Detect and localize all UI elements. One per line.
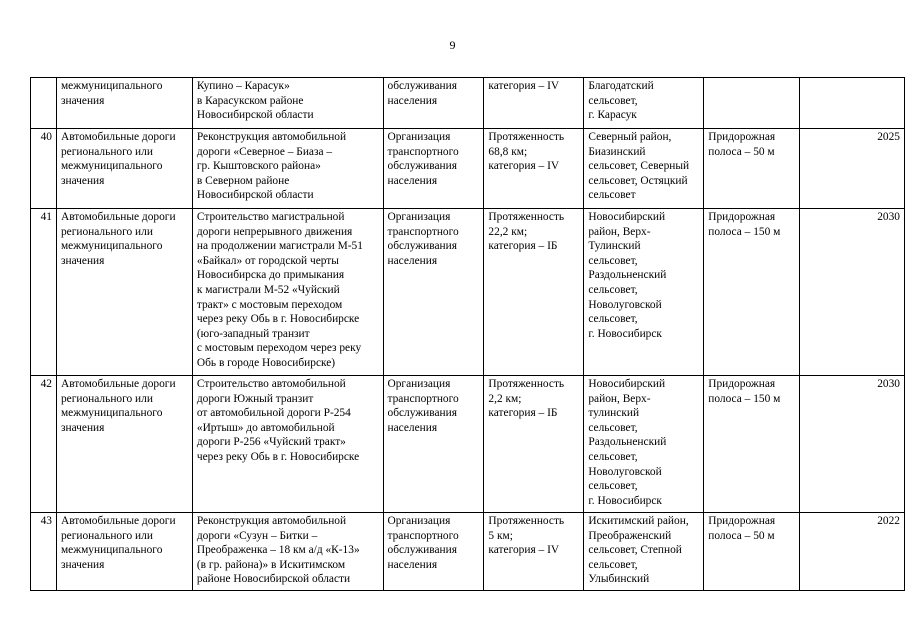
object-location: Новосибирский район, Верх- тулинский сельсовет, Раздольненский сельсовет, Новолуговской сельсовет, г. Новосибирск bbox=[584, 376, 704, 513]
object-zone bbox=[704, 78, 800, 129]
table-row bbox=[31, 513, 905, 591]
object-zone: Придорожная полоса – 150 м bbox=[704, 376, 800, 513]
object-location: Благодатский сельсовет, г. Карасук bbox=[584, 78, 704, 129]
object-year: 2030 bbox=[800, 209, 905, 376]
object-year bbox=[800, 78, 905, 129]
table-row bbox=[31, 129, 905, 209]
object-description: Строительство магистральной дороги непрерывного движения на продолжении магистрали М-51 «Байкал» от городской черты Новосибирска до примыкания к магистрали М-52 «Чуйский тракт» с мостовым переходом через реку Обь в г. Новосибирске (юго-западный транзит с мостовым переходом через реку Обь в городе Новосибирске) bbox=[192, 209, 383, 376]
object-location: Искитимский район, Преображенский сельсовет, Степной сельсовет, Улыбинский bbox=[584, 513, 704, 591]
object-location: Новосибирский район, Верх- Тулинский сельсовет, Раздольненский сельсовет, Новолуговской сельсовет, г. Новосибирск bbox=[584, 209, 704, 376]
object-type: Автомобильные дороги регионального или межмуниципального значения bbox=[56, 376, 192, 513]
object-characteristics: Протяженность 68,8 км; категория – IV bbox=[484, 129, 584, 209]
object-type: Автомобильные дороги регионального или межмуниципального значения bbox=[56, 513, 192, 591]
table-row bbox=[31, 209, 905, 376]
object-year: 2022 bbox=[800, 513, 905, 591]
objects-table bbox=[30, 77, 905, 591]
object-zone: Придорожная полоса – 50 м bbox=[704, 513, 800, 591]
object-characteristics: Протяженность 5 км; категория – IV bbox=[484, 513, 584, 591]
row-number: 40 bbox=[31, 129, 57, 209]
object-type: Автомобильные дороги регионального или межмуниципального значения bbox=[56, 129, 192, 209]
object-type: Автомобильные дороги регионального или межмуниципального значения bbox=[56, 209, 192, 376]
row-number: 42 bbox=[31, 376, 57, 513]
object-zone: Придорожная полоса – 50 м bbox=[704, 129, 800, 209]
object-type: межмуниципального значения bbox=[56, 78, 192, 129]
row-number: 43 bbox=[31, 513, 57, 591]
object-description: Купино – Карасук» в Карасукском районе Новосибирской области bbox=[192, 78, 383, 129]
table-row bbox=[31, 376, 905, 513]
object-characteristics: Протяженность 22,2 км; категория – IБ bbox=[484, 209, 584, 376]
table-row bbox=[31, 78, 905, 129]
object-characteristics: категория – IV bbox=[484, 78, 584, 129]
object-location: Северный район, Биазинский сельсовет, Северный сельсовет, Остяцкий сельсовет bbox=[584, 129, 704, 209]
row-number bbox=[31, 78, 57, 129]
object-year: 2030 bbox=[800, 376, 905, 513]
object-description: Реконструкция автомобильной дороги «Северное – Биаза – гр. Кыштовского района» в Северном районе Новосибирской области bbox=[192, 129, 383, 209]
page-number: 9 bbox=[449, 38, 456, 52]
object-characteristics: Протяженность 2,2 км; категория – IБ bbox=[484, 376, 584, 513]
object-year: 2025 bbox=[800, 129, 905, 209]
object-purpose: Организация транспортного обслуживания населения bbox=[383, 513, 484, 591]
object-description: Реконструкция автомобильной дороги «Сузун – Битки – Преображенка – 18 км а/д «К-13» (в гр. района)» в Искитимском районе Новосибирской области bbox=[192, 513, 383, 591]
object-zone: Придорожная полоса – 150 м bbox=[704, 209, 800, 376]
object-purpose: Организация транспортного обслуживания населения bbox=[383, 376, 484, 513]
object-purpose: обслуживания населения bbox=[383, 78, 484, 129]
object-purpose: Организация транспортного обслуживания населения bbox=[383, 209, 484, 376]
row-number: 41 bbox=[31, 209, 57, 376]
object-purpose: Организация транспортного обслуживания населения bbox=[383, 129, 484, 209]
object-description: Строительство автомобильной дороги Южный транзит от автомобильной дороги Р-254 «Иртыш» до автомобильной дороги Р-256 «Чуйский тракт» через реку Обь в г. Новосибирске bbox=[192, 376, 383, 513]
